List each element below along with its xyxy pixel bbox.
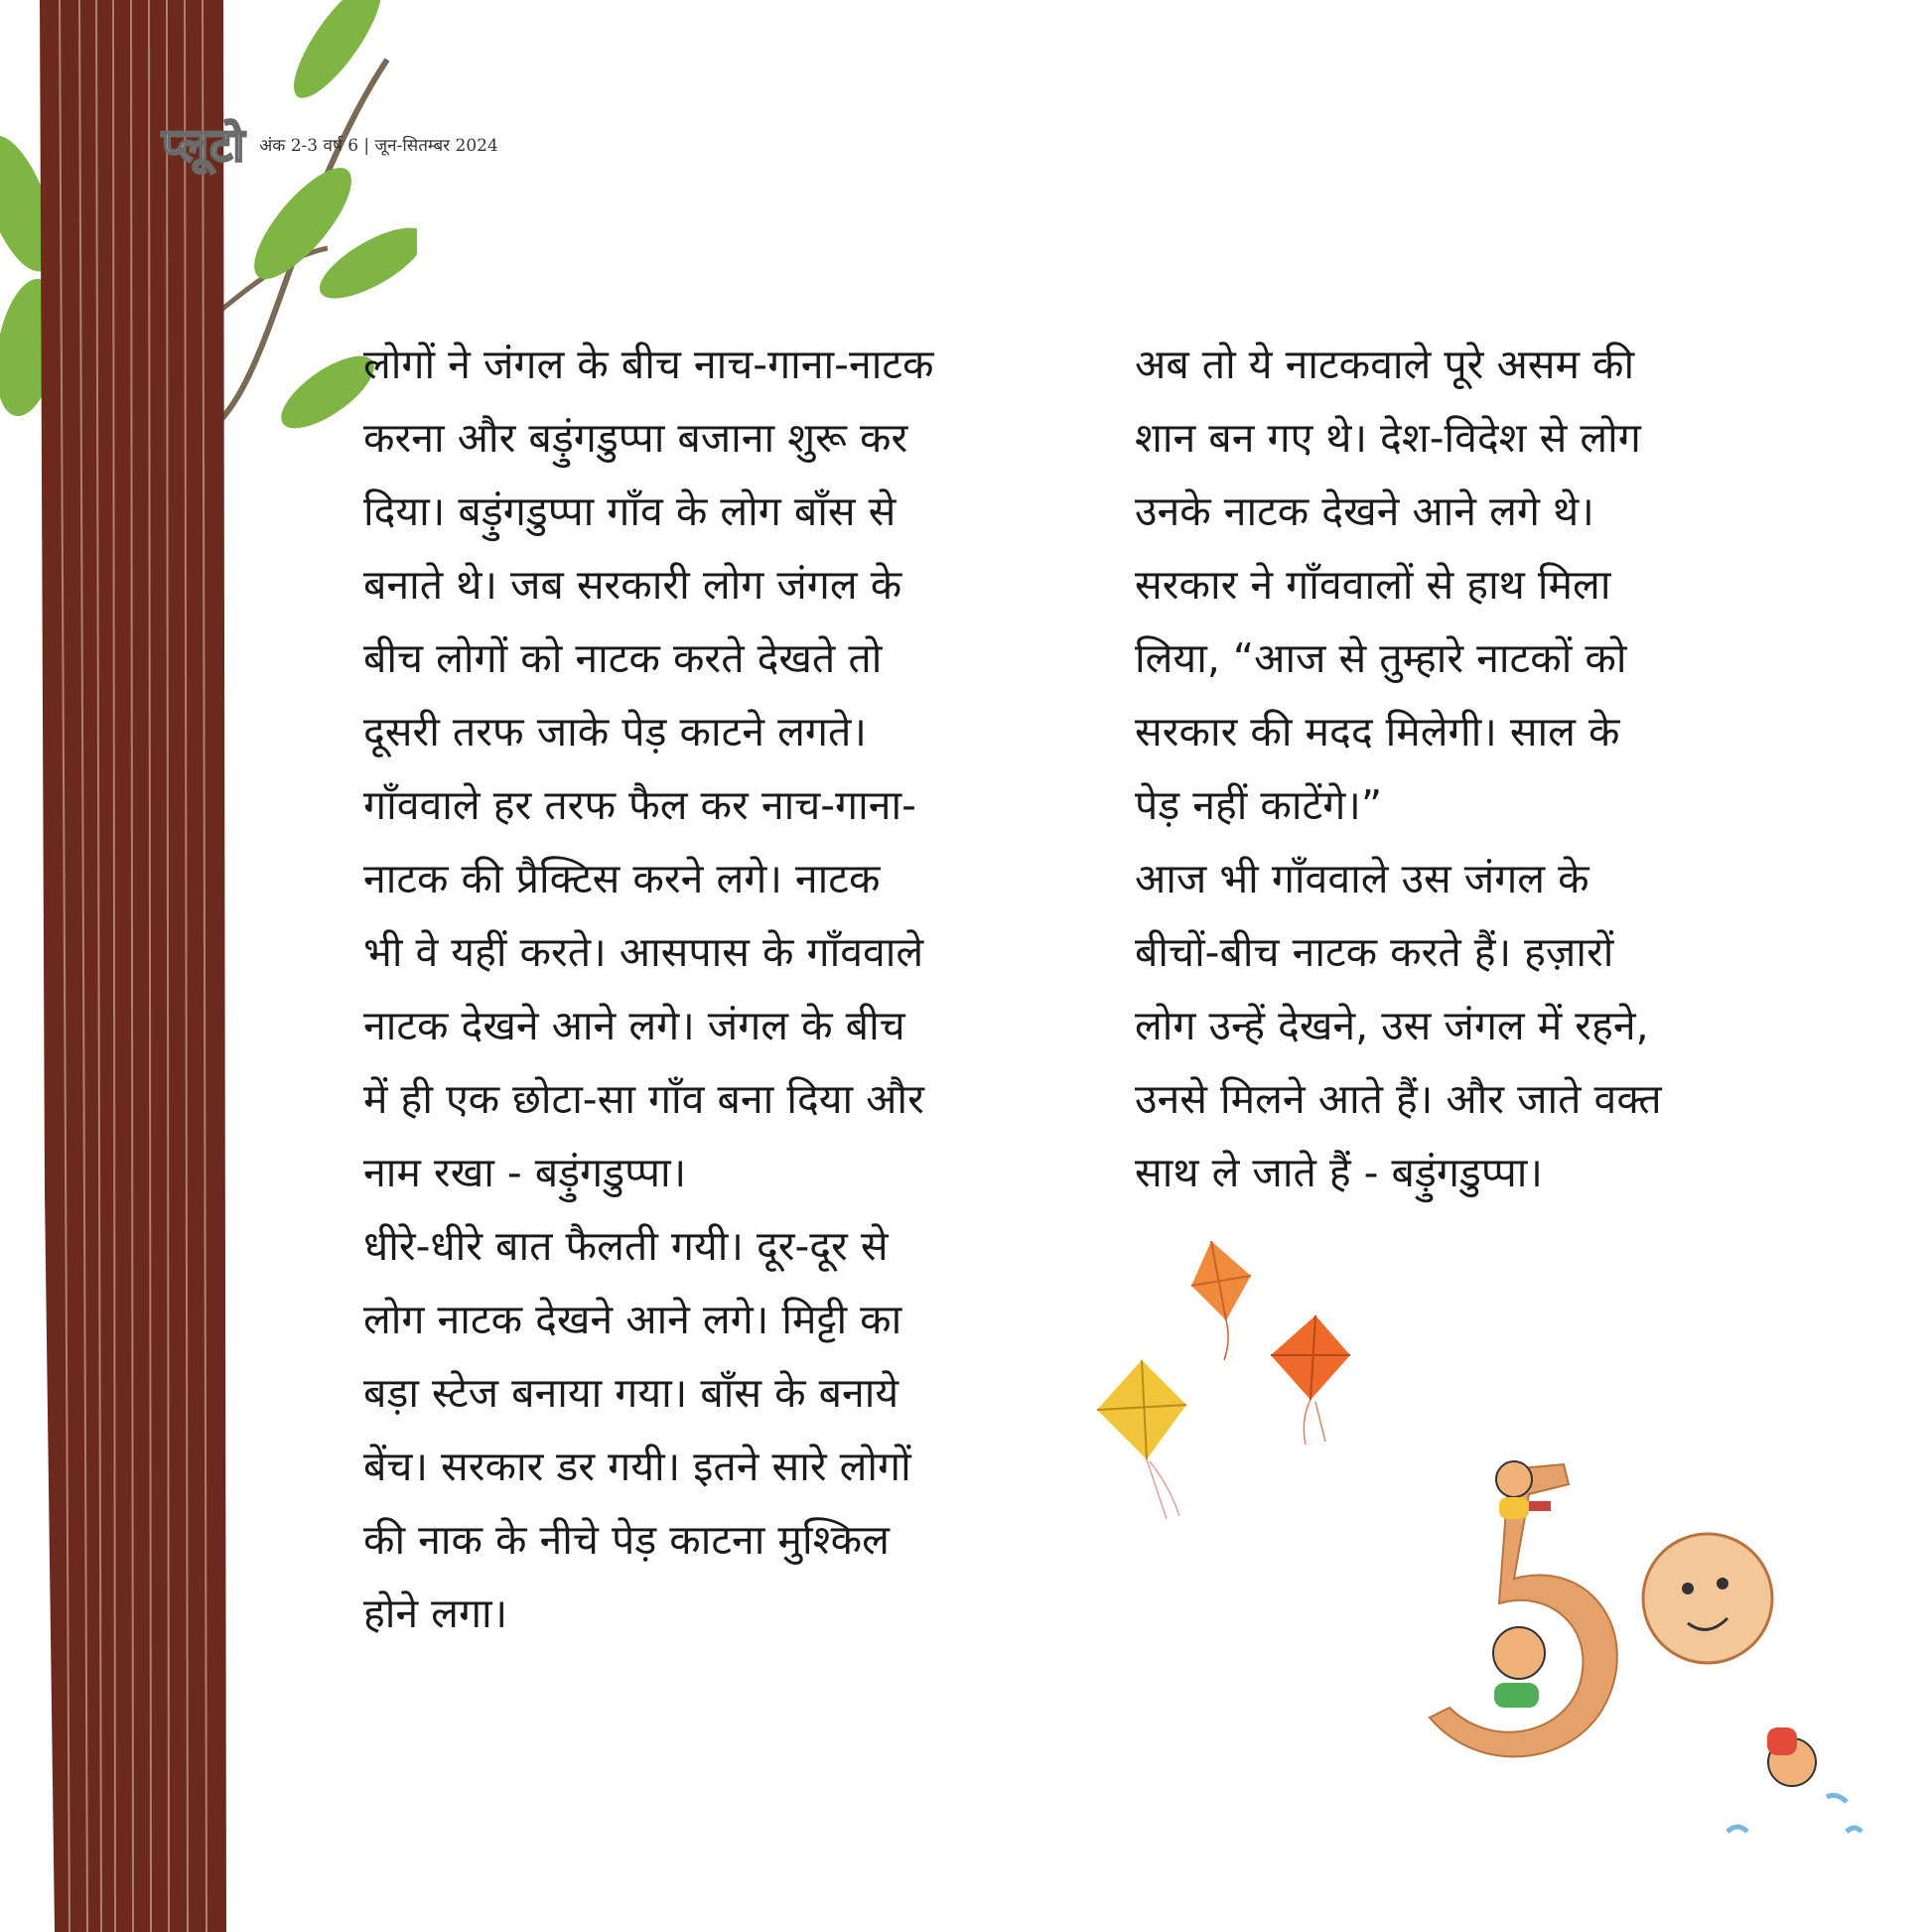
text-line: उनसे मिलने आते हैं। और जाते वक्त bbox=[1135, 1075, 1662, 1123]
text-line: करना और बड़ुंगडुप्पा बजाना शुरू कर bbox=[363, 414, 908, 462]
tree-illustration bbox=[0, 0, 417, 1932]
text-column-left bbox=[363, 328, 1058, 1650]
text-line: नाटक देखने आने लगे। जंगल के बीच bbox=[363, 1002, 905, 1049]
text-line: बेंच। सरकार डर गयी। इतने सारे लोगों bbox=[363, 1443, 911, 1490]
kite-orange-small bbox=[1191, 1241, 1251, 1360]
text-line: लोगों ने जंगल के बीच नाच-गाना-नाटक bbox=[363, 341, 934, 388]
text-line: बड़ा स्टेज बनाया गया। बाँस के बनाये bbox=[363, 1369, 899, 1417]
text-line: होने लगा। bbox=[363, 1589, 508, 1637]
masthead bbox=[162, 114, 498, 174]
text-column-right bbox=[1135, 328, 1770, 1209]
text-line: नाटक की प्रैक्टिस करने लगे। नाटक bbox=[363, 855, 881, 902]
text-line: साथ ले जाते हैं - बड़ुंगडुप्पा। bbox=[1135, 1149, 1543, 1196]
text-line: की नाक के नीचे पेड़ काटना मुश्किल bbox=[363, 1516, 890, 1564]
text-line: सरकार की मदद मिलेगी। साल के bbox=[1135, 708, 1620, 756]
child-figure bbox=[1727, 1727, 1862, 1832]
text-line: दिया। बड़ुंगडुप्पा गाँव के लोग बाँस से bbox=[363, 487, 897, 535]
text-line: धीरे-धीरे बात फैलती गयी। दूर-दूर से bbox=[363, 1222, 889, 1270]
issue-info: अंक 2-3 वर्ष 6 | जून-सितम्बर 2024 bbox=[259, 135, 498, 156]
child-figure bbox=[1493, 1627, 1545, 1708]
text-line: शान बन गए थे। देश-विदेश से लोग bbox=[1135, 414, 1641, 462]
text-line: गाँववाले हर तरफ फैल कर नाच-गाना- bbox=[363, 781, 916, 829]
text-line: बनाते थे। जब सरकारी लोग जंगल के bbox=[363, 561, 902, 609]
text-line: अब तो ये नाटकवाले पूरे असम की bbox=[1135, 341, 1635, 388]
leaf bbox=[280, 0, 395, 109]
text-line: में ही एक छोटा-सा गाँव बना दिया और bbox=[363, 1075, 924, 1123]
text-line: बीच लोगों को नाटक करते देखते तो bbox=[363, 634, 883, 682]
text-line: उनके नाटक देखने आने लगे थे। bbox=[1135, 487, 1594, 535]
text-line: सरकार ने गाँववालों से हाथ मिला bbox=[1135, 561, 1611, 609]
text-line: लिया, “आज से तुम्हारे नाटकों को bbox=[1135, 634, 1627, 682]
text-line: दूसरी तरफ जाके पेड़ काटने लगते। bbox=[363, 708, 867, 756]
text-line: नाम रखा - बड़ुंगडुप्पा। bbox=[363, 1149, 687, 1196]
kite-yellow bbox=[1097, 1360, 1186, 1519]
text-line: पेड़ नहीं काटेंगे।” bbox=[1135, 781, 1383, 829]
magazine-logo: प्लूटो bbox=[162, 118, 246, 172]
text-line: आज भी गाँववाले उस जंगल के bbox=[1135, 855, 1589, 902]
kites-illustration bbox=[1092, 1241, 1390, 1539]
text-line: लोग नाटक देखने आने लगे। मिट्टी का bbox=[363, 1296, 902, 1343]
text-line: बीचों-बीच नाटक करते हैं। हज़ारों bbox=[1135, 928, 1614, 976]
text-line: लोग उन्हें देखने, उस जंगल में रहने, bbox=[1135, 1002, 1649, 1049]
fifty-anniversary-illustration bbox=[1390, 1440, 1866, 1857]
kite-orange-large bbox=[1271, 1315, 1350, 1445]
text-line: भी वे यहीं करते। आसपास के गाँववाले bbox=[363, 928, 924, 976]
digit-zero bbox=[1643, 1534, 1772, 1663]
